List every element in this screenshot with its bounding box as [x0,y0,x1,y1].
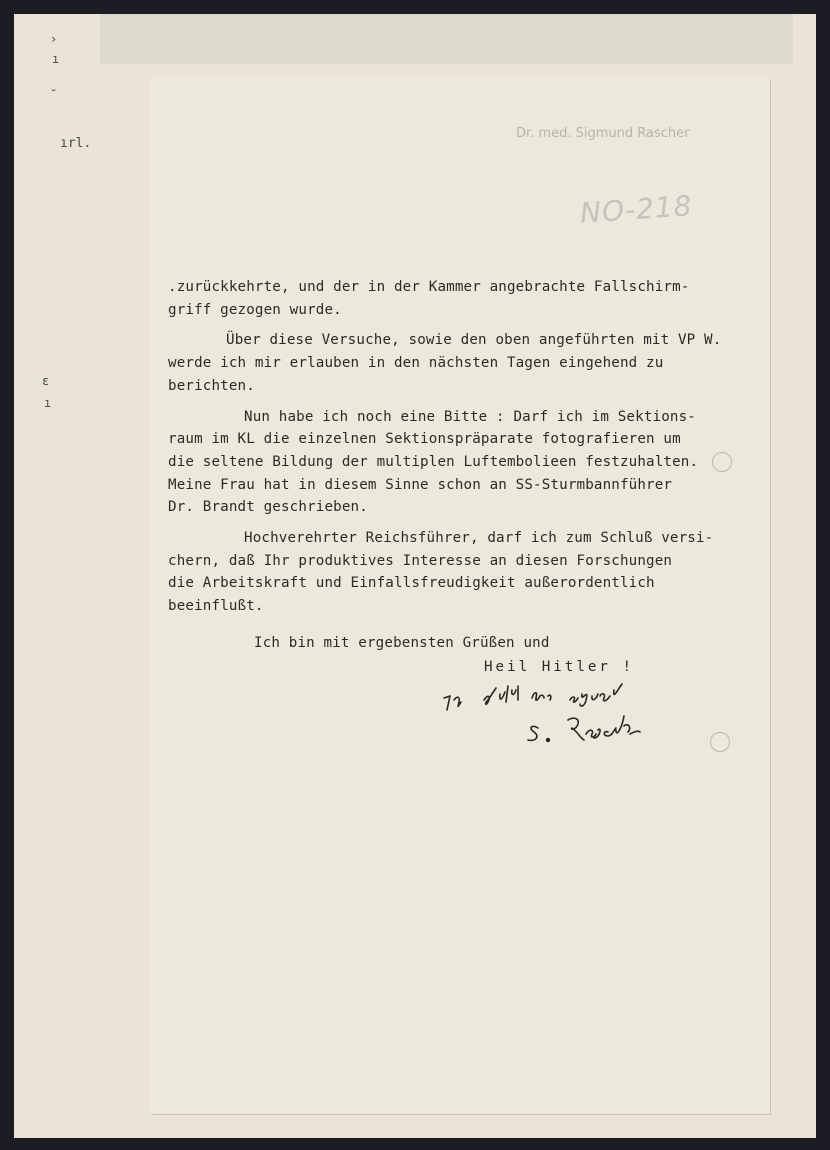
salutation: Heil Hitler ! [484,659,635,675]
margin-tick: ˘ [50,88,58,102]
body-line: .zurückkehrte, und der in der Kammer angebrachte Fallschirm- [168,279,690,295]
body-line: Über diese Versuche, sowie den oben angeführten mit VP W. [226,332,722,349]
body-line: chern, daß Ihr produktives Interesse an diesen Forschungen [168,552,673,569]
margin-tick: ɛ [42,374,50,388]
margin-tick: ı [44,396,52,410]
letterhead-faint: Dr. med. Sigmund Rascher [516,126,690,141]
body-line: raum im KL die einzelnen Sektionspräparate fotografieren um [168,431,681,448]
body-line: die Arbeitskraft und Einfallsfreudigkeit außerordentlich [168,575,655,592]
body-line: Dr. Brandt geschrieben. [168,499,368,516]
closing-line: Ich bin mit ergebensten Grüßen und [254,634,550,651]
body-line: die seltene Bildung der multiplen Luftembolieen festzuhalten. [168,453,699,470]
handwritten-signature [430,678,690,758]
margin-tick: › [50,32,58,46]
body-line: Nun habe ich noch eine Bitte : Darf ich im Sektions- [244,408,696,425]
body-line: beeinflußt. [168,598,264,615]
margin-fragment: ırl. [60,136,92,151]
margin-tick: ı [52,52,60,66]
archive-stamp: NO-218 [578,189,694,230]
body-line: griff gezogen wurde. [168,301,342,318]
body-line: werde ich mir erlauben in den nächsten Tagen eingehend zu [168,355,664,372]
body-line: berichten. [168,377,255,394]
top-paper-strip [100,14,793,64]
punch-hole [710,732,730,752]
letter-body [168,276,768,655]
body-line: Meine Frau hat in diesem Sinne schon an SS-Sturmbannführer [168,476,673,493]
body-line: Hochverehrter Reichsführer, darf ich zum Schluß versi- [244,530,714,547]
